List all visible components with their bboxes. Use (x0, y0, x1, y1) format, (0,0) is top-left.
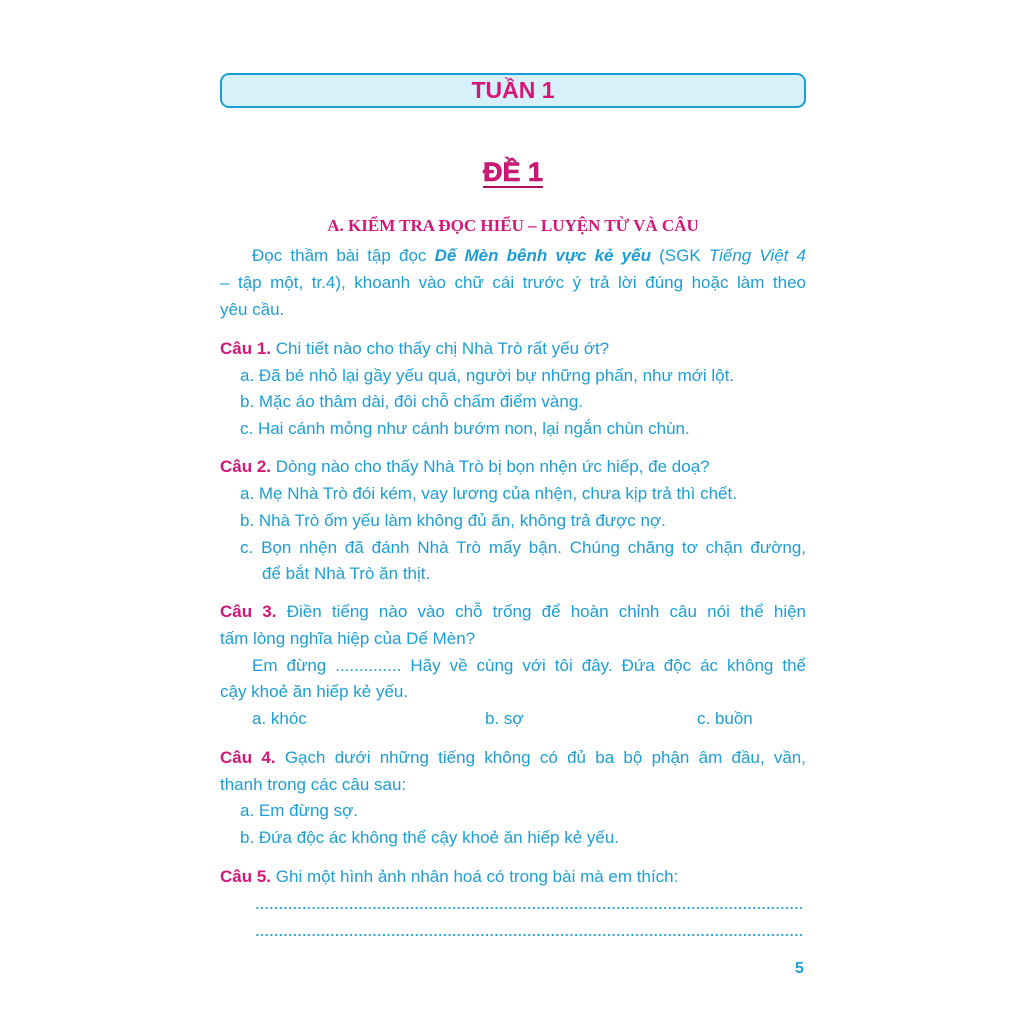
question-1-option-c: c. Hai cánh mỏng như cánh bướm non, lại ngắn chùn chùn. (240, 419, 690, 438)
intro-line-3: yêu cầu. (220, 300, 285, 319)
question-4-text: Gạch dưới những tiếng không có đủ ba bộ phận âm đầu, vần, (284, 748, 806, 767)
week-header (220, 73, 806, 108)
question-4-option-a: a. Em đừng sợ. (240, 801, 358, 820)
answer-line-2 (255, 933, 802, 937)
intro-mid: (SGK (650, 246, 709, 265)
question-3-option-b: b. sợ (485, 709, 524, 728)
section-heading: A. KIỂM TRA ĐỌC HIỂU – LUYỆN TỪ VÀ CÂU (327, 216, 699, 235)
question-5-prompt (220, 867, 678, 887)
question-3-passage-line-2: cậy khoẻ ăn hiếp kẻ yếu. (220, 682, 409, 701)
question-4-prompt-line-1 (220, 748, 806, 767)
intro-line-2 (220, 273, 806, 293)
question-2-option-c (240, 538, 806, 558)
question-2-prompt (220, 457, 710, 477)
question-1-text: Chi tiết nào cho thấy chị Nhà Trò rất yếu ớt? (275, 339, 610, 358)
question-2-option-c-line-2: để bắt Nhà Trò ăn thịt. (262, 564, 431, 583)
question-2-text: Dòng nào cho thấy Nhà Trò bị bọn nhện ức hiếp, đe doạ? (275, 457, 710, 476)
question-4-prompt-line-2: thanh trong các câu sau: (220, 775, 407, 794)
question-2-option-a: a. Mẹ Nhà Trò đói kém, vay lương của nhện, chưa kịp trả thì chết. (240, 484, 737, 503)
exam-title (220, 154, 806, 190)
intro-line-1-text (252, 246, 806, 265)
question-1-label: Câu 1. (220, 339, 272, 358)
intro-lead: Đọc thầm bài tập đọc (252, 246, 435, 265)
question-3-prompt (220, 602, 806, 622)
question-3-text: Điền tiếng nào vào chỗ trống để hoàn chỉnh câu nói thể hiện (286, 602, 806, 621)
question-3-label: Câu 3. (220, 602, 277, 621)
page-number: 5 (795, 960, 804, 977)
question-1-option-a: a. Đã bé nhỏ lại gầy yếu quá, người bự những phấn, như mới lột. (240, 366, 735, 385)
question-5-label: Câu 5. (220, 867, 272, 886)
question-3-passage (252, 656, 806, 676)
question-1-option-b: b. Mặc áo thâm dài, đôi chỗ chấm điểm vàng. (240, 392, 584, 411)
question-1-prompt (220, 339, 609, 359)
question-3-prompt-line-2: tấm lòng nghĩa hiệp của Dế Mèn? (220, 629, 476, 648)
intro-line-2-text: – tập một, tr.4), khoanh vào chữ cái trước ý trả lời đúng hoặc làm theo (220, 273, 806, 292)
question-3-option-c: c. buồn (697, 709, 753, 728)
question-2-option-b: b. Nhà Trò ốm yếu làm không đủ ăn, không trả được nợ. (240, 511, 666, 530)
question-4-option-b: b. Đứa độc ác không thể cậy khoẻ ăn hiếp kẻ yếu. (240, 828, 620, 847)
question-3-prompt-line-1 (220, 602, 806, 621)
question-3-option-a: a. khóc (252, 709, 307, 728)
story-title: Dế Mèn bênh vực kẻ yếu (434, 246, 651, 265)
question-5-text: Ghi một hình ảnh nhân hoá có trong bài mà em thích: (275, 867, 679, 886)
exam-title-text: ĐỀ 1 (482, 157, 544, 187)
question-2-label: Câu 2. (220, 457, 272, 476)
question-4-label: Câu 4. (220, 748, 276, 767)
intro-line-1 (252, 246, 806, 266)
answer-line-1 (255, 906, 802, 910)
question-2-option-c-line-1: c. Bọn nhện đã đánh Nhà Trò mấy bận. Chúng chăng tơ chặn đường, (240, 538, 806, 557)
question-4-prompt (220, 748, 806, 768)
week-title: TUẦN 1 (471, 77, 555, 103)
question-3-passage-line-1: Em đừng .............. Hãy về cùng với tôi đây. Đứa độc ác không thể (252, 656, 806, 675)
book-title: Tiếng Việt 4 (708, 246, 806, 265)
